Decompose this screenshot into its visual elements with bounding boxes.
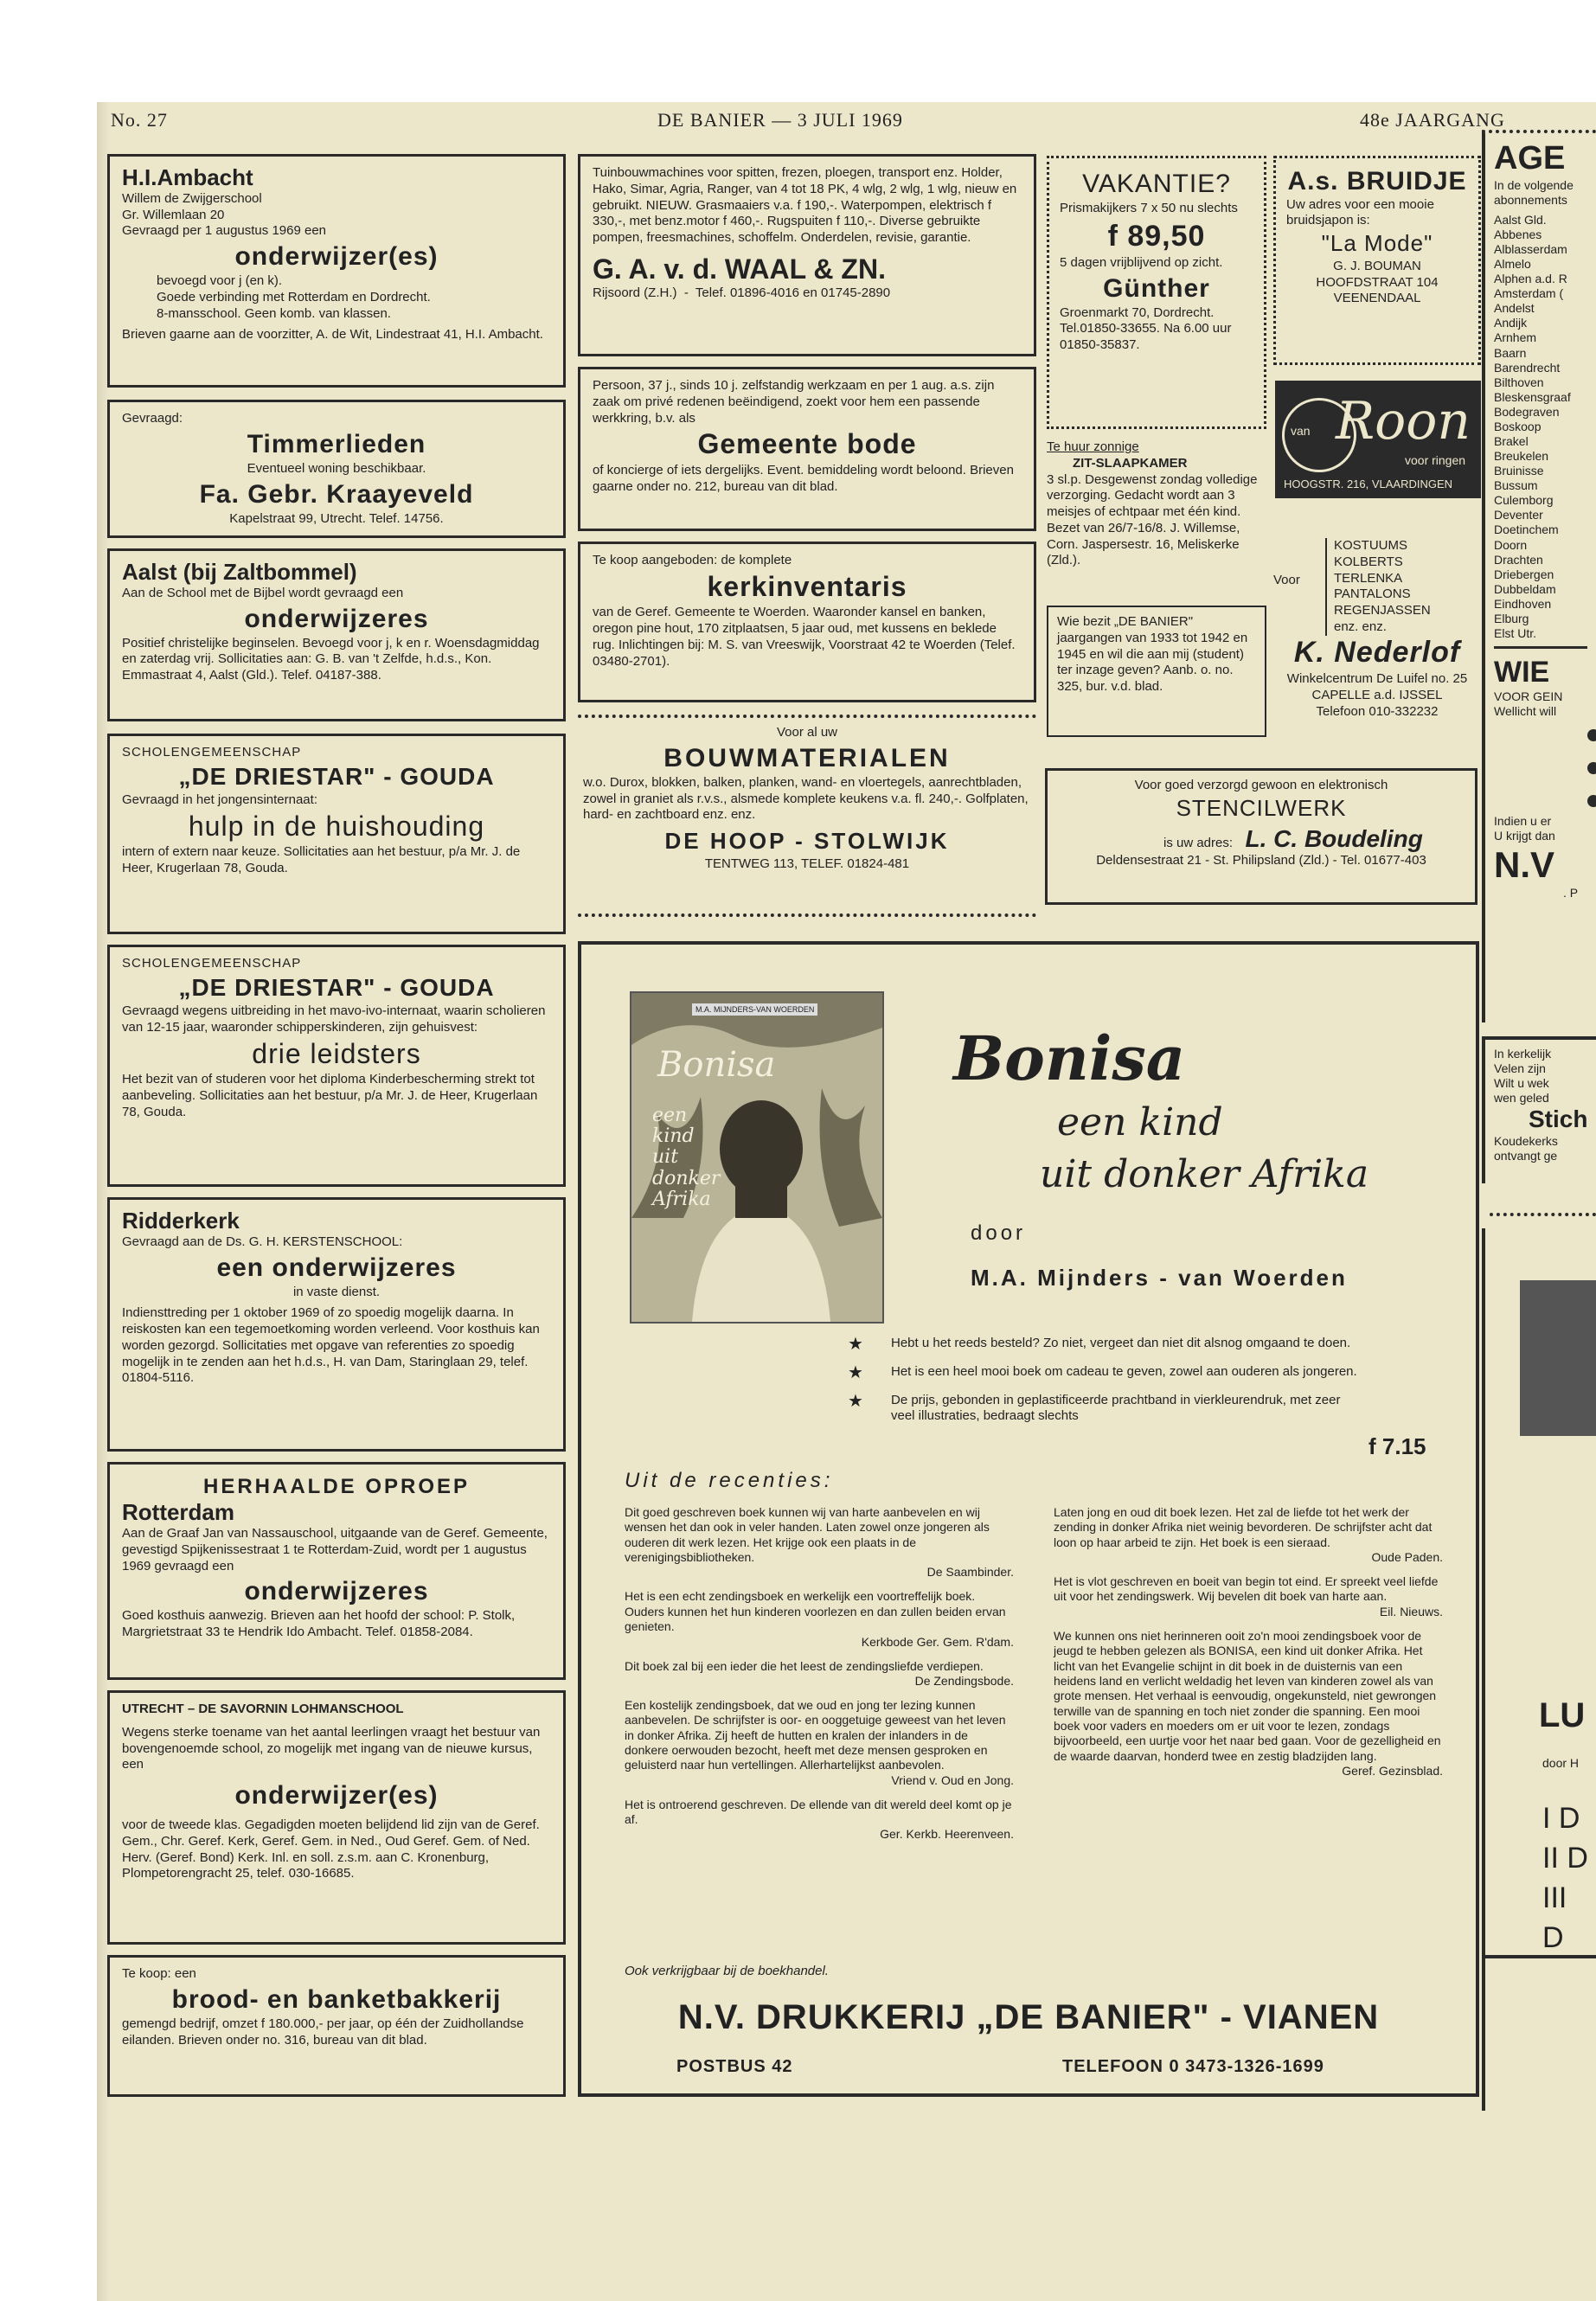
- ad-headline: kerkinventaris: [707, 570, 907, 602]
- place-item: Barendrecht: [1494, 360, 1561, 375]
- place-item: Eindhoven: [1494, 596, 1552, 611]
- place-item: Alblasserdam: [1494, 242, 1567, 256]
- edge-stich-title: Stich: [1529, 1106, 1588, 1133]
- ad-line: 8-mansschool. Geen komb. van klassen.: [157, 305, 391, 321]
- edge-line: wen geled: [1494, 1091, 1549, 1106]
- ad-body: Aan de Graaf Jan van Nassauschool, uitgaande van de Geref. Gemeente, gevestigd Spijkenissestraat 1 te Rotterdam-Zuid, wordt per 1 augustus 1969 gevraagd een: [122, 1526, 548, 1574]
- roon-logo-sub: voor ringen: [1405, 453, 1466, 467]
- ad-vakantie: [1047, 156, 1266, 429]
- edge-line: Velen zijn: [1494, 1061, 1546, 1076]
- place-item: Culemborg: [1494, 493, 1554, 508]
- ad-sub: in vaste dienst.: [292, 1284, 381, 1299]
- place-item: Driebergen: [1494, 567, 1554, 581]
- ad-headline: onderwijzer(es): [234, 1781, 439, 1810]
- review-source: Ger. Kerkb. Heerenveen.: [880, 1827, 1014, 1842]
- ad-footer: of koncierge of iets dergelijks. Event. bemiddeling wordt beloond. Brieven gaarne onder no. 212, bureau van dit blad.: [593, 462, 1014, 494]
- place-item: Deventer: [1494, 508, 1543, 522]
- dotted-rule: [1490, 1213, 1596, 1216]
- ad-headline: brood- en banketbakkerij: [171, 1984, 502, 2014]
- ad-title: UTRECHT – DE SAVORNIN LOHMANSCHOOL: [122, 1702, 404, 1716]
- ad-bruidje: [1273, 156, 1481, 365]
- review: [625, 1589, 1014, 1648]
- edge-rule: [1485, 1955, 1596, 1958]
- review: [625, 1659, 1014, 1688]
- ad-address: HOOFDSTRAAT 104: [1316, 274, 1439, 290]
- ad-company: Fa. Gebr. Kraayeveld: [199, 479, 474, 509]
- ad-label: Voor al uw: [776, 725, 838, 740]
- ad-contact: Rijsoord (Z.H.) - Telef. 01896-4016 en 01745-2890: [593, 285, 891, 300]
- ad-city: Rotterdam: [122, 1499, 235, 1526]
- book-subtitle-2: uit donker Afrika: [1040, 1152, 1369, 1196]
- ad-line: bevoegd voor j (en k).: [157, 273, 283, 289]
- ad-phone: Telef. 01896-4016 en 01745-2890: [695, 285, 891, 300]
- place-item: Bilthoven: [1494, 375, 1544, 389]
- dotted-rule: [578, 715, 1036, 718]
- publisher-name: N.V. DRUKKERIJ „DE BANIER" - VIANEN: [677, 1998, 1380, 2036]
- edge-roman-list: [1542, 1799, 1596, 1958]
- book-author: M.A. Mijnders - van Woerden: [971, 1265, 1348, 1291]
- review-text: Het is een echt zendingsboek en werkelijk een voortreffelijk boek. Ouders kunnen het hun kinderen voorlezen en dan zullen beiden ervan genieten.: [625, 1589, 1006, 1634]
- ad-shop: "La Mode": [1321, 230, 1433, 256]
- edge-wie-title: WIE: [1494, 646, 1587, 689]
- issue-number: No. 27: [111, 109, 168, 131]
- edge-nv: N.V: [1494, 843, 1555, 885]
- reviews-heading: Uit de recenties:: [625, 1469, 834, 1492]
- ad-item: KOSTUUMS: [1334, 538, 1408, 553]
- ad-address: Kapelstraat 99, Utrecht. Telef. 14756.: [229, 510, 444, 526]
- review-source: Kerkbode Ger. Gem. R'dam.: [861, 1634, 1014, 1649]
- place-item: Bleskensgraaf: [1494, 389, 1571, 404]
- ad-bakkerij: [107, 1955, 566, 2097]
- ad-gemeente-bode: [578, 367, 1036, 531]
- ad-title: Aalst (bij Zaltbommel): [122, 559, 357, 585]
- ad-timmerlieden: [107, 400, 566, 538]
- place-item: Andelst: [1494, 301, 1535, 316]
- place-item: Bruinisse: [1494, 464, 1544, 478]
- ad-company: DE HOOP - STOLWIJK: [664, 828, 950, 854]
- edge-places: [1494, 213, 1587, 641]
- review-source: De Saambinder.: [926, 1565, 1014, 1580]
- place-item: Elburg: [1494, 611, 1529, 625]
- ad-body: Persoon, 37 j., sinds 10 j. zelfstandig werkzaam en per 1 aug. a.s. zijn zaak om privé redenen beëindigend, zoekt voor hem een passende werkkring, b.v. als: [593, 378, 995, 426]
- cover-subtitle: een kind uit donker Afrika: [652, 1105, 721, 1210]
- place-item: Aalst Gld.: [1494, 212, 1547, 227]
- ad-body: intern of extern naar keuze. Sollicitaties aan het bestuur, p/a Mr. J. de Heer, Krugerlaan 78, Gouda.: [122, 844, 521, 876]
- review-text: Dit goed geschreven boek kunnen wij van harte aanbevelen en wij wensen het dan ook in veler handen. Laten zowel onze jongeren als ouderen dit werk lezen. Het krijge ook een plaats in de verenigingsbibliotheken.: [625, 1505, 990, 1565]
- place-item: Bodegraven: [1494, 404, 1560, 419]
- ad-address: Groenmarkt 70, Dordrecht. Tel.01850-33655. Na 6.00 uur 01850-35837.: [1060, 304, 1232, 353]
- review-source: Eil. Nieuws.: [1379, 1604, 1443, 1618]
- ad-zit-slaapkamer: [1047, 439, 1263, 595]
- ad-line: Gevraagd in het jongensinternaat:: [122, 792, 317, 808]
- ad-title: HERHAALDE OPROEP: [202, 1475, 471, 1498]
- ad-footer: Goed kosthuis aanwezig. Brieven aan het hoofd der school: P. Stolk, Margrietstraat 33 te Hendrik Ido Ambacht. Telef. 01858-2084.: [122, 1608, 516, 1640]
- ad-line: Voor goed verzorgd gewoon en elektronisch: [1134, 778, 1388, 792]
- book-available: Ook verkrijgbaar bij de boekhandel.: [625, 1964, 829, 1978]
- ad-title: „DE DRIESTAR" - GOUDA: [178, 762, 495, 790]
- ad-company-row: [1060, 825, 1463, 853]
- edge-line: U krijgt dan: [1494, 829, 1555, 843]
- publisher-phone: TELEFOON 0 3473-1326-1699: [1062, 2057, 1324, 2076]
- ad-title: A.s. BRUIDJE: [1287, 167, 1467, 195]
- review-text: We kunnen ons niet herinneren ooit zo'n mooi zendingsboek voor de jeugd te hebben gelezen als BONISA, een kind uit donker Afrika. Het licht van het Evangelie schijnt in dit boek in de duisternis van een heidens land en verlicht weldadig het leven van kinderen zowel als van grote mensen. Het verhaal is eenvoudig, ongekunsteld, niet gewrongen terwille van de spanning en toch niet zonder die spanning. Een mooi boek voor vaders en moeders om er uit voor te lezen, zondags bijvoorbeeld, een uurtje voor het naar bed gaan. Voor de gezelligheid en de waarde daarvan, honderd twee en zestig bladzijden lang.: [1054, 1628, 1441, 1763]
- review: [625, 1798, 1014, 1842]
- star-icon: ★: [848, 1391, 863, 1411]
- edge-line: Wilt u wek: [1494, 1076, 1549, 1091]
- ad-title: VAKANTIE?: [1082, 170, 1231, 198]
- ad-label: SCHOLENGEMEENSCHAP: [122, 956, 302, 971]
- ad-address: TENTWEG 113, TELEF. 01824-481: [704, 856, 910, 871]
- ad-item: REGENJASSEN: [1334, 603, 1431, 618]
- place-item: Doetinchem: [1494, 522, 1559, 537]
- review-source: Vriend v. Oud en Jong.: [891, 1772, 1014, 1787]
- edge-line: VOOR GEIN: [1494, 689, 1563, 704]
- edge-roman-item: I D: [1542, 1802, 1580, 1835]
- bullet-dot-icon: [1587, 729, 1596, 741]
- ad-title: Ridderkerk: [122, 1208, 240, 1234]
- ad-company: G. A. v. d. WAAL & ZN.: [593, 253, 886, 285]
- ad-headline: drie leidsters: [252, 1037, 421, 1069]
- edge-line: Wellicht will: [1494, 704, 1557, 719]
- ad-title: H.I.Ambacht: [122, 164, 253, 190]
- place-item: Drachten: [1494, 552, 1543, 567]
- ad-driestar-hulp: [107, 734, 566, 934]
- review: [625, 1698, 1014, 1787]
- ad-body: w.o. Durox, blokken, balken, planken, wand- en vloertegels, aanrechtbladen, zowel in graniet als r.v.s., alsmede komplete keukens v.a. fl. 240,-. Golfplaten, hard- en zachtboard enz. enz.: [583, 774, 1029, 823]
- ad-line: Gr. Willemlaan 20: [122, 207, 225, 222]
- place-item: Almelo: [1494, 257, 1531, 272]
- book-cover: [630, 991, 884, 1324]
- ad-herhaalde-oproep: [107, 1462, 566, 1680]
- publisher-postbus: POSTBUS 42: [676, 2057, 793, 2076]
- review-source: Oude Paden.: [1371, 1550, 1443, 1565]
- place-item: Breukelen: [1494, 449, 1549, 464]
- ad-city: VEENENDAAL: [1333, 291, 1421, 306]
- ad-company: L. C. Boudeling: [1245, 824, 1423, 852]
- ad-company: Günther: [1103, 273, 1210, 303]
- ad-stencilwerk: [1045, 768, 1477, 905]
- ad-price: f 89,50: [1107, 219, 1206, 253]
- book-subtitle-1: een kind: [1057, 1100, 1223, 1144]
- edge-photo: [1520, 1280, 1596, 1436]
- ad-place: Rijsoord (Z.H.): [593, 285, 677, 300]
- edge-roman-item: III D: [1542, 1881, 1567, 1954]
- edge-lower-ad: [1482, 1228, 1596, 2111]
- ad-sub: Eventueel woning beschikbaar.: [247, 460, 426, 476]
- review-text: Dit boek zal bij een ieder die het leest de zendingsliefde verdiepen.: [625, 1658, 984, 1673]
- ad-sub: 5 dagen vrijblijvend op zicht.: [1060, 254, 1223, 270]
- volume-label: 48e JAARGANG: [1360, 109, 1505, 131]
- ad-ambacht: [107, 154, 566, 388]
- ad-wie-bezit: [1047, 606, 1266, 737]
- review: [1054, 1505, 1443, 1564]
- review-text: Een kostelijk zendingsboek, dat we oud en jong ter lezing kunnen aanbevelen. De schrijfster is oor- en ooggetuige geweest van het leven in donker Afrika. Zij heeft de hutten en kralen der inlanders in de donkere oerwouden bezocht, heeft met deze mensen gesproken en geluisterd naar hun vertellingen. Allerhartelijkst aanbevolen.: [625, 1697, 1006, 1772]
- edge-agenda: [1482, 130, 1596, 1022]
- ad-aalst: [107, 548, 566, 721]
- ad-address: Deldensestraat 21 - St. Philipsland (Zld.) - Tel. 01677-403: [1096, 852, 1426, 868]
- review-text: Het is vlot geschreven en boeit van begin tot eind. Er spreekt veel liefde uit voor het zendingswerk. Wij bevelen dit boek van harte aan.: [1054, 1574, 1439, 1604]
- place-item: Baarn: [1494, 345, 1527, 360]
- ad-item: TERLENKA PANTALONS: [1334, 570, 1411, 602]
- ad-body: 3 sl.p. Desgewenst zondag volledige verzorging. Gedacht wordt aan 3 meisjes of echtpaar met één kind. Bezet van 26/7-16/8. J. Willemse, Corn. Jaspersestr. 16, Meliskerke (Zld.).: [1047, 471, 1258, 568]
- ad-line: Gevraagd aan de Ds. G. H. KERSTENSCHOOL:: [122, 1234, 403, 1249]
- edge-line: Koudekerks: [1494, 1133, 1558, 1148]
- place-item: Amsterdam (: [1494, 286, 1564, 301]
- review-source: De Zendingsbode.: [914, 1673, 1014, 1688]
- edge-line: Indien u er: [1494, 814, 1552, 829]
- ad-address: HOOGSTR. 216, VLAARDINGEN: [1284, 478, 1453, 490]
- ad-footer: voor de tweede klas. Gegadigden moeten belijdend lid zijn van de Geref. Gem., Chr. Geref. Kerk, Geref. Gem. in Ned., Oud Geref. Gem. of Ned. Herv. (Geref. Bond) Kerk. Inl. en soll. z.s.m. aan C. Kronenburg, Plompetorengracht 25, telef. 030-16685.: [122, 1817, 540, 1881]
- edge-bullets: [1494, 719, 1587, 814]
- ad-title: Te huur zonnige: [1047, 439, 1139, 454]
- ad-headline: BOUWMATERIALEN: [663, 743, 951, 772]
- ad-phone: Telefoon 010-332232: [1316, 703, 1439, 719]
- ad-body: Het bezit van of studeren voor het diploma Kinderbescherming strekt tot aanbeveling. Sollicitaties aan het bestuur, p/a Mr. J. de Heer, Krugerlaan 78, Gouda.: [122, 1072, 538, 1119]
- ad-headline: Timmerlieden: [247, 429, 426, 458]
- ad-item: KOLBERTS: [1334, 554, 1403, 569]
- dotted-rule: [578, 913, 1036, 917]
- ad-headline: Gemeente bode: [697, 428, 917, 460]
- place-item: Boskoop: [1494, 419, 1542, 433]
- ad-bouwmaterialen: [578, 725, 1036, 907]
- ad-label: Te koop aangeboden: de komplete: [593, 553, 792, 567]
- bullet-text: De prijs, gebonden in geplastificeerde prachtband in vierkleurendruk, met zeer veel illustraties, bedraagt slechts: [891, 1392, 1341, 1424]
- masthead-date: DE BANIER — 3 JULI 1969: [657, 109, 903, 131]
- book-price: f 7.15: [1368, 1433, 1426, 1459]
- place-item: Arnhem: [1494, 330, 1537, 345]
- ad-headline: ZIT-SLAAPKAMER: [1073, 455, 1188, 471]
- edge-roman-item: II D: [1542, 1841, 1588, 1875]
- ad-ridderkerk: [107, 1197, 566, 1452]
- ad-body: Indiensttreding per 1 oktober 1969 of zo spoedig mogelijk daarna. In reiskosten kan een tegemoetkoming worden verleend. Voor kosthuis kan worden gezorgd. Sollicitaties met opgave van referenties zo spoedig mogelijk in te zenden aan het h.d.s., H. van Dam, Staringlaan 29, telef. 01804-5116.: [122, 1305, 540, 1386]
- ad-company: K. Nederlof: [1293, 636, 1461, 669]
- ad-body: Wie bezit „DE BANIER" jaargangen van 1933 tot 1942 en 1945 en wil die aan mij (student) ter inzage geven? Aanb. o. no. 325, bur. v.d. blad.: [1057, 614, 1248, 694]
- place-item: Bussum: [1494, 478, 1538, 493]
- bullet-text: Het is een heel mooi boek om cadeau te geven, zowel aan ouderen als jongeren.: [891, 1363, 1357, 1379]
- review: [625, 1505, 1014, 1579]
- ad-body: Tuinbouwmachines voor spitten, frezen, ploegen, transport enz. Holder, Hako, Simar, Agria, Ranger, van 4 tot 18 PK, 4 wlg, 2 wlg, 1 wlg, nieuw en gebruikt. NIEUW. Grasmaaiers v.a. f 190,-. Waterpompen, elektrisch f 330,-, met benz.motor f 460,-. Rugspuiten f 110,-. Diverse gebruikte pompen, freesmachines, schoffelm. Onderdelen, revisie, garantie.: [593, 165, 1017, 245]
- ad-headline: STENCILWERK: [1176, 794, 1347, 821]
- cover-author: M.A. MIJNDERS-VAN WOERDEN: [692, 1003, 817, 1016]
- review-text: Laten jong en oud dit boek lezen. Het zal de liefde tot het werk der zending in donker Afrika niet weinig bevorderen. De schrijfster acht dat loon op haar arbeid te zijn. Het boek is een sieraad.: [1054, 1505, 1433, 1549]
- ad-label: Gevraagd:: [122, 411, 183, 426]
- ad-owner: G. J. BOUMAN: [1333, 258, 1421, 273]
- edge-line: abonnements: [1494, 192, 1567, 207]
- ad-line: Prismakijkers 7 x 50 nu slechts: [1060, 201, 1238, 215]
- bullet-dot-icon: [1587, 762, 1596, 774]
- review-source: Geref. Gezinsblad.: [1342, 1764, 1443, 1779]
- place-item: Abbenes: [1494, 227, 1542, 241]
- book-door: door: [971, 1221, 1027, 1245]
- ad-line: Gevraagd wegens uitbreiding in het mavo-ivo-internaat, waarin scholieren van 12-15 jaar, waaronder schipperskinderen, zijn gehuisvest:: [122, 1003, 546, 1035]
- ad-footer: Brieven gaarne aan de voorzitter, A. de Wit, Lindestraat 41, H.I. Ambacht.: [122, 327, 543, 343]
- ad-item: enz. enz.: [1334, 619, 1387, 634]
- star-icon: ★: [848, 1362, 863, 1382]
- roon-logo-prefix: van: [1291, 424, 1311, 438]
- ad-headline: onderwijzeres: [244, 1577, 429, 1606]
- place-item: Andijk: [1494, 316, 1528, 330]
- ad-kerkinventaris: [578, 542, 1036, 702]
- ad-voor: Voor: [1273, 573, 1300, 587]
- ad-line: Willem de Zwijgerschool: [122, 190, 262, 206]
- ad-body: Wegens sterke toename van het aantal leerlingen vraagt het bestuur van bovengenoemde school, zo mogelijk met ingang van de nieuwe kursus, een: [122, 1724, 541, 1772]
- review-text: Het is ontroerend geschreven. De ellende van dit wereld deel komt op je af.: [625, 1797, 1012, 1827]
- bullet-item: [841, 1336, 1360, 1352]
- edge-line: In kerkelijk: [1494, 1047, 1552, 1061]
- ad-label: Te koop: een: [122, 1966, 196, 1981]
- bullet-item: [841, 1393, 1360, 1426]
- ad-line: Aan de School met de Bijbel wordt gevraagd een: [122, 585, 404, 600]
- edge-line: . P: [1563, 885, 1579, 900]
- review: [1054, 1629, 1443, 1778]
- ad-line: Goede verbinding met Rotterdam en Dordrecht.: [157, 289, 431, 304]
- book-title: Bonisa: [953, 1022, 1186, 1094]
- ad-headline: een onderwijzeres: [216, 1253, 457, 1282]
- ad-line: CAPELLE a.d. IJSSEL: [1311, 687, 1443, 702]
- place-item: Doorn: [1494, 537, 1528, 552]
- ad-headline: hulp in de huishouding: [188, 810, 485, 842]
- edge-line: ontvangt ge: [1494, 1148, 1558, 1163]
- roon-logo: Roon: [1336, 391, 1471, 452]
- bullet-item: [841, 1364, 1360, 1381]
- ad-driestar-leidsters: [107, 945, 566, 1187]
- ad-label: SCHOLENGEMEENSCHAP: [122, 745, 302, 760]
- star-icon: ★: [848, 1335, 863, 1354]
- ad-label: is uw adres:: [1163, 835, 1234, 850]
- book-bullets: [841, 1336, 1360, 1437]
- edge-door: door H: [1542, 1756, 1580, 1770]
- bullet-text: Hebt u het reeds besteld? Zo niet, vergeet dan niet dit alsnog omgaand te doen.: [891, 1336, 1351, 1350]
- ad-utrecht: [107, 1690, 566, 1945]
- reviews-left: [625, 1505, 1014, 1851]
- ad-body: van de Geref. Gemeente te Woerden. Waaronder kansel en banken, oregon pine hout, 170 zitplaatsen, 5 jaar oud, met kussens en beklede rug. Inlichtingen bij: M. S. van Vreeswijk, Voorstraat 42 te Woerden (Telef. 03480-2701).: [593, 605, 1016, 669]
- ad-line: Uw adres voor een mooie bruidsjapon is:: [1286, 196, 1434, 228]
- place-item: Alphen a.d. R: [1494, 272, 1567, 286]
- place-item: Elst Utr.: [1494, 626, 1537, 641]
- place-item: Dubbeldam: [1494, 581, 1556, 596]
- place-item: Brakel: [1494, 434, 1529, 449]
- ad-body: Positief christelijke beginselen. Bevoegd voor j, k en r. Woensdagmiddag en zaterdag vrij. Sollicitaties aan: G. B. van 't Zelfde, h.d.s., Kon. Emmastraat 4, Aalst (Gld.). Telef. 04187-388.: [122, 635, 540, 683]
- ad-title: „DE DRIESTAR" - GOUDA: [178, 973, 495, 1001]
- ad-van-roon: [1275, 381, 1481, 498]
- edge-stichting: [1482, 1036, 1596, 1183]
- ad-line: Winkelcentrum De Luifel no. 25: [1286, 671, 1468, 687]
- ad-headline: onderwijzer(es): [234, 242, 439, 272]
- ad-headline: onderwijzeres: [244, 604, 429, 633]
- ad-line: Gevraagd per 1 augustus 1969 een: [122, 223, 327, 239]
- ad-body: gemengd bedrijf, omzet f 180.000,- per jaar, op één der Zuidhollandse eilanden. Brieven onder no. 316, bureau van dit blad.: [122, 2016, 524, 2048]
- ad-bonisa: [578, 941, 1479, 2097]
- cover-title: Bonisa: [657, 1045, 776, 1085]
- bullet-dot-icon: [1587, 795, 1596, 807]
- edge-lu: LU: [1539, 1696, 1586, 1734]
- edge-line: In de volgende: [1494, 177, 1574, 192]
- edge-agenda-title: AGE: [1494, 140, 1566, 176]
- ad-nederlof: [1273, 538, 1481, 728]
- reviews-right: [1054, 1505, 1443, 1788]
- review: [1054, 1574, 1443, 1618]
- ad-waal: [578, 154, 1036, 356]
